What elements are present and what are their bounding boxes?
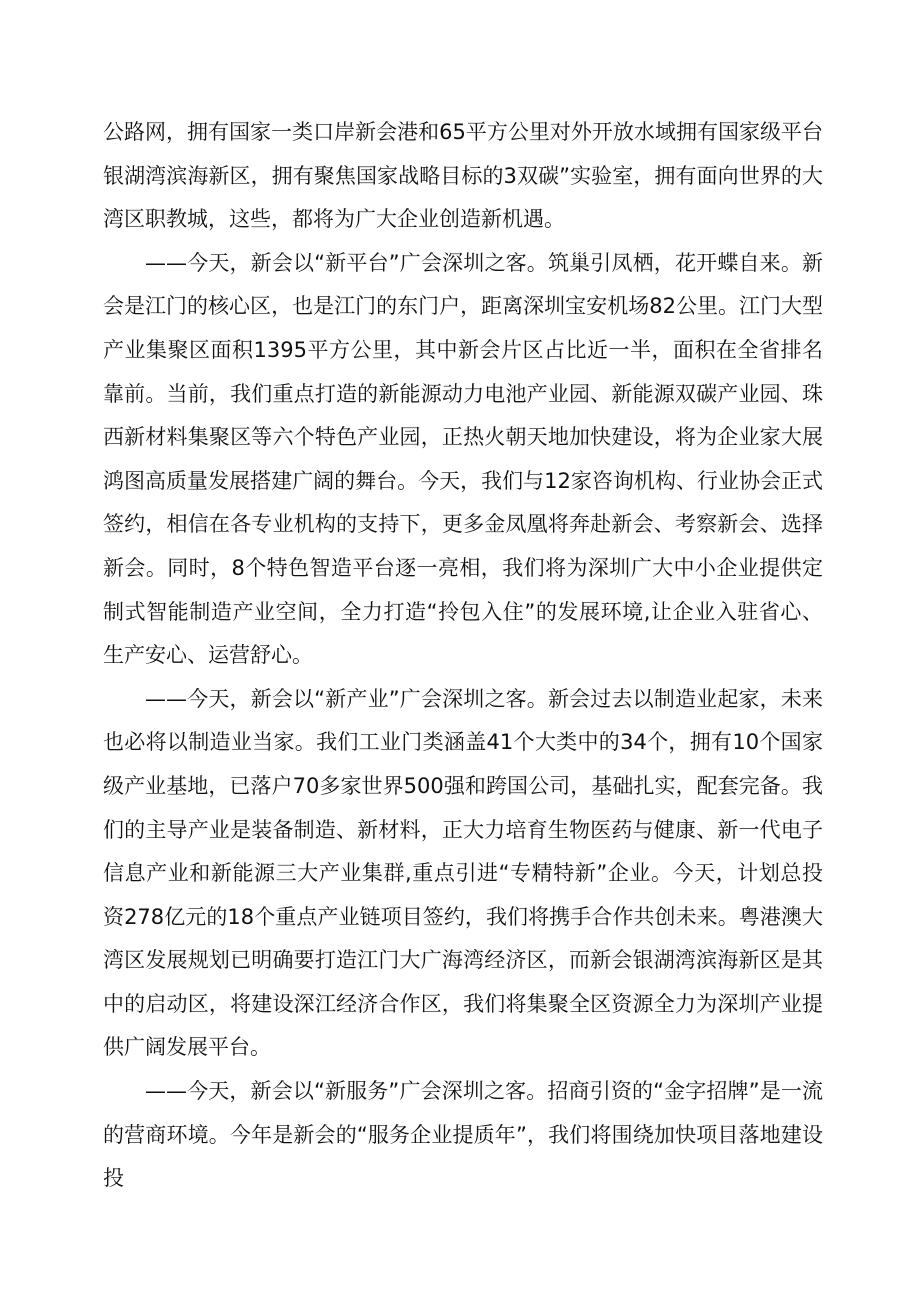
paragraph-new-industry: ——今天，新会以“新产业”广会深圳之客。新会过去以制造业起家，未来也必将以制造业当家。我们工业门类涵盖41个大类中的34个，拥有10个国家级产业基地，已落户70多家世界500强和跨国公司，基础扎实，配套完备。我们的主导产业是装备制造、新材料，正大力培育生物医药与健康、新一代电子信息产业和新能源三大产业集群,重点引进“专精特新”企业。今天，计划总投资278亿元的18个重点产业链项目签约，我们将携手合作共创未来。粤港澳大湾区发展规划已明确要打造江门大广海湾经济区，而新会银湖湾滨海新区是其中的启动区，将建设深江经济合作区，我们将集聚全区资源全力为深圳产业提供广阔发展平台。 <box>103 686 823 1060</box>
paragraph-transport-and-platforms: 公路网，拥有国家一类口岸新会港和65平方公里对外开放水域拥有国家级平台银湖湾滨海新区，拥有聚焦国家战略目标的3双碳”实验室，拥有面向世界的大湾区职教城，这些，都将为广大企业创造新机遇。 <box>103 120 823 232</box>
paragraph-new-platform: ——今天，新会以“新平台”广会深圳之客。筑巢引凤栖，花开蝶自来。新会是江门的核心区，也是江门的东门户，距离深圳宝安机场82公里。江门大型产业集聚区面积1395平方公里，其中新会片区占比近一半，面积在全省排名靠前。当前，我们重点打造的新能源动力电池产业园、新能源双碳产业园、珠西新材料集聚区等六个特色产业园，正热火朝天地加快建设，将为企业家大展鸿图高质量发展搭建广阔的舞台。今天，我们与12家咨询机构、行业协会正式签约，相信在各专业机构的支持下，更多金凤凰将奔赴新会、考察新会、选择新会。同时，8个特色智造平台逐一亮相，我们将为深圳广大中小企业提供定制式智能制造产业空间，全力打造“拎包入住”的发展环境,让企业入驻省心、生产安心、运营舒心。 <box>103 250 823 668</box>
document-body <box>103 111 823 1201</box>
paragraph-new-service: ——今天，新会以“新服务”广会深圳之客。招商引资的“金字招牌”是一流的营商环境。今年是新会的“服务企业提质年”，我们将围绕加快项目落地建设投 <box>103 1079 823 1191</box>
